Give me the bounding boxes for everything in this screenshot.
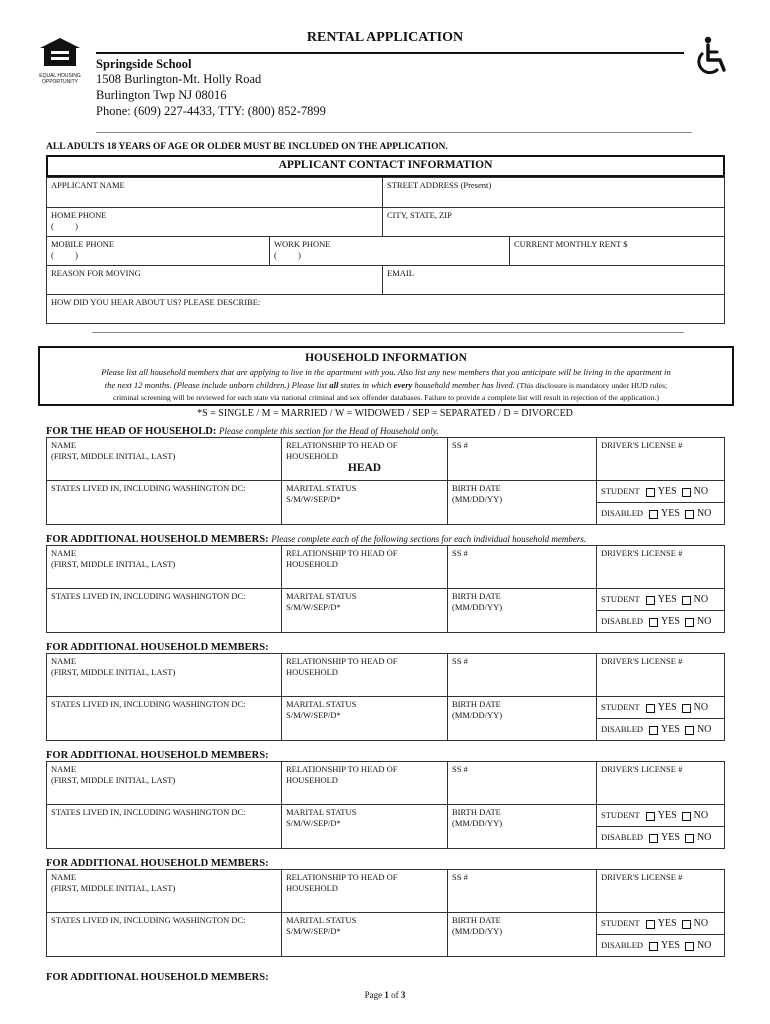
birth-date-field[interactable] <box>447 480 596 524</box>
disabled-no-label: NO <box>696 940 712 951</box>
relationship-field[interactable] <box>281 438 447 480</box>
work-phone-label: WORK PHONE <box>274 239 331 249</box>
disabled-label: DISABLED <box>601 940 644 950</box>
email-label: EMAIL <box>387 268 414 278</box>
drivers-license-field[interactable] <box>596 438 724 480</box>
relationship-field[interactable] <box>281 654 447 696</box>
marital-sub-label: S/M/W/SEP/D* <box>286 926 341 936</box>
ss-label: SS # <box>452 548 468 558</box>
states-label: STATES LIVED IN, INCLUDING WASHINGTON DC: <box>51 699 246 709</box>
disabled-no-checkbox[interactable] <box>685 510 694 519</box>
student-yes-label: YES <box>657 486 677 497</box>
mobile-phone-paren: ( ) <box>51 250 78 260</box>
how-hear-field[interactable] <box>47 294 724 323</box>
marital-label: MARITAL STATUS <box>286 915 357 925</box>
disabled-yes-label: YES <box>661 940 680 951</box>
birth-date-field[interactable] <box>447 588 596 632</box>
reason-moving-label: REASON FOR MOVING <box>51 268 141 278</box>
page-total: 3 <box>400 990 406 1000</box>
marital-sub-label: S/M/W/SEP/D* <box>286 710 341 720</box>
para2d: every <box>393 379 413 390</box>
name-label: NAME <box>51 764 77 774</box>
student-row <box>596 804 724 826</box>
household-para3: criminal screening will be reviewed for each state via national criminal and sex offender databases. Failure to provide a complete list will result in rejection of the application.) <box>112 393 660 402</box>
student-label: STUDENT <box>601 702 640 712</box>
section-title <box>46 534 586 545</box>
section-title-text: FOR ADDITIONAL HOUSEHOLD MEMBERS: <box>46 534 269 545</box>
contact-title: APPLICANT CONTACT INFORMATION <box>278 159 493 171</box>
states-field[interactable] <box>47 804 281 848</box>
ss-field[interactable] <box>447 546 596 588</box>
student-label: STUDENT <box>601 594 640 604</box>
ss-label: SS # <box>452 656 468 666</box>
relationship-sub-label: HOUSEHOLD <box>286 667 338 677</box>
name-sub-label: (FIRST, MIDDLE INITIAL, LAST) <box>51 451 176 461</box>
disabled-yes-checkbox[interactable] <box>649 942 658 951</box>
marital-field[interactable] <box>281 588 447 632</box>
member-name-field[interactable] <box>47 546 281 588</box>
states-field[interactable] <box>47 588 281 632</box>
relationship-sub-label: HOUSEHOLD <box>286 451 338 461</box>
name-sub-label: (FIRST, MIDDLE INITIAL, LAST) <box>51 883 176 893</box>
states-label: STATES LIVED IN, INCLUDING WASHINGTON DC: <box>51 915 246 925</box>
member-name-field[interactable] <box>47 762 281 804</box>
mobile-phone-label: MOBILE PHONE <box>51 239 115 249</box>
relationship-label: RELATIONSHIP TO HEAD OF <box>286 548 398 558</box>
student-yes-label: YES <box>657 918 677 929</box>
name-sub-label: (FIRST, MIDDLE INITIAL, LAST) <box>51 775 176 785</box>
birth-label: BIRTH DATE <box>452 483 501 493</box>
drivers-license-label: DRIVER'S LICENSE # <box>601 764 683 774</box>
ss-label: SS # <box>452 764 468 774</box>
section-title-text: FOR THE HEAD OF HOUSEHOLD: <box>46 426 217 437</box>
student-no-checkbox[interactable] <box>682 596 691 605</box>
marital-sub-label: S/M/W/SEP/D* <box>286 494 341 504</box>
drivers-license-label: DRIVER'S LICENSE # <box>601 548 683 558</box>
section-title <box>46 426 438 437</box>
para2f: (This disclosure is mandatory under HUD rules; <box>516 380 668 390</box>
relationship-label: RELATIONSHIP TO HEAD OF <box>286 656 398 666</box>
disabled-no-checkbox[interactable] <box>685 726 694 735</box>
street-address-field[interactable] <box>382 178 724 207</box>
org-address2: Burlington Twp NJ 08016 <box>96 88 227 102</box>
org-address1: 1508 Burlington-Mt. Holly Road <box>96 72 262 86</box>
household-para2 <box>44 379 728 393</box>
ss-field[interactable] <box>447 438 596 480</box>
birth-sub-label: (MM/DD/YY) <box>452 494 503 504</box>
head-label: HEAD <box>347 462 382 474</box>
student-no-label: NO <box>693 810 709 821</box>
ss-field[interactable] <box>447 654 596 696</box>
disabled-row <box>596 502 724 524</box>
applicant-name-field[interactable] <box>47 178 382 207</box>
disabled-row <box>596 718 724 740</box>
city-state-zip-field[interactable] <box>382 207 724 236</box>
student-row <box>596 912 724 934</box>
student-yes-checkbox[interactable] <box>646 812 655 821</box>
member-form <box>46 437 725 525</box>
page-prefix: Page <box>364 990 385 1000</box>
birth-sub-label: (MM/DD/YY) <box>452 602 503 612</box>
section-title-text: FOR ADDITIONAL HOUSEHOLD MEMBERS: <box>46 642 269 653</box>
disabled-no-label: NO <box>696 508 712 519</box>
disabled-label: DISABLED <box>601 508 644 518</box>
name-sub-label: (FIRST, MIDDLE INITIAL, LAST) <box>51 667 176 677</box>
member-name-field[interactable] <box>47 870 281 912</box>
name-label: NAME <box>51 440 77 450</box>
section-title <box>46 750 269 761</box>
drivers-license-field[interactable] <box>596 546 724 588</box>
contact-rule <box>92 332 684 333</box>
student-no-label: NO <box>693 702 709 713</box>
student-no-checkbox[interactable] <box>682 812 691 821</box>
section-note: Please complete this section for the Head of Household only. <box>218 426 439 436</box>
birth-date-field[interactable] <box>447 804 596 848</box>
relationship-sub-label: HOUSEHOLD <box>286 559 338 569</box>
student-yes-label: YES <box>657 594 677 605</box>
reason-moving-field[interactable] <box>47 265 382 294</box>
student-no-checkbox[interactable] <box>682 488 691 497</box>
student-row <box>596 588 724 610</box>
section-note: Please complete each of the following sections for each individual household members. <box>271 534 587 544</box>
home-phone-field[interactable] <box>47 207 382 236</box>
member-form <box>46 545 725 633</box>
disabled-row <box>596 826 724 848</box>
states-field[interactable] <box>47 480 281 524</box>
drivers-license-field[interactable] <box>596 654 724 696</box>
para2b: all <box>329 379 339 390</box>
relationship-label: RELATIONSHIP TO HEAD OF <box>286 440 398 450</box>
disabled-row <box>596 934 724 956</box>
marital-field[interactable] <box>281 912 447 956</box>
marital-label: MARITAL STATUS <box>286 699 357 709</box>
states-field[interactable] <box>47 696 281 740</box>
student-row <box>596 480 724 502</box>
title-rule <box>96 52 684 54</box>
city-state-zip-label: CITY, STATE, ZIP <box>387 210 452 220</box>
member-name-field[interactable] <box>47 654 281 696</box>
wheelchair-icon <box>694 36 730 80</box>
marital-label: MARITAL STATUS <box>286 483 357 493</box>
marital-sub-label: S/M/W/SEP/D* <box>286 602 341 612</box>
para2e: household member has lived. <box>412 379 517 390</box>
ss-field[interactable] <box>447 762 596 804</box>
disabled-no-label: NO <box>696 616 712 627</box>
household-para1: Please list all household members that are applying to live in the apartment with you. Also list any new members that you anticipate will be living in the apartment in <box>101 367 671 377</box>
equal-housing-logo <box>36 36 84 85</box>
student-yes-checkbox[interactable] <box>646 596 655 605</box>
relationship-field[interactable] <box>281 546 447 588</box>
adults-notice: ALL ADULTS 18 YEARS OF AGE OR OLDER MUST BE INCLUDED ON THE APPLICATION. <box>46 142 448 152</box>
student-label: STUDENT <box>601 486 640 496</box>
disabled-yes-label: YES <box>661 508 680 519</box>
relationship-field[interactable] <box>281 870 447 912</box>
para2a: the next 12 months. (Please include unborn children.) Please list <box>104 379 330 390</box>
disabled-no-checkbox[interactable] <box>685 618 694 627</box>
disabled-no-checkbox[interactable] <box>685 834 694 843</box>
page-of: of <box>388 990 401 1000</box>
household-box <box>38 346 734 406</box>
para2c: states in which <box>338 379 394 390</box>
member-form <box>46 869 725 957</box>
student-yes-checkbox[interactable] <box>646 488 655 497</box>
household-title: HOUSEHOLD INFORMATION <box>305 352 467 364</box>
final-section-title: FOR ADDITIONAL HOUSEHOLD MEMBERS: <box>46 972 269 983</box>
work-phone-field[interactable] <box>269 236 509 265</box>
disabled-no-checkbox[interactable] <box>685 942 694 951</box>
disabled-label: DISABLED <box>601 832 644 842</box>
birth-sub-label: (MM/DD/YY) <box>452 818 503 828</box>
relationship-sub-label: HOUSEHOLD <box>286 775 338 785</box>
home-phone-label: HOME PHONE <box>51 210 107 220</box>
disabled-yes-checkbox[interactable] <box>649 510 658 519</box>
states-label: STATES LIVED IN, INCLUDING WASHINGTON DC: <box>51 483 246 493</box>
student-row <box>596 696 724 718</box>
relationship-label: RELATIONSHIP TO HEAD OF <box>286 872 398 882</box>
email-field[interactable] <box>382 265 724 294</box>
marital-sub-label: S/M/W/SEP/D* <box>286 818 341 828</box>
page-title: RENTAL APPLICATION <box>306 30 464 45</box>
marital-field[interactable] <box>281 480 447 524</box>
name-label: NAME <box>51 548 77 558</box>
relationship-label: RELATIONSHIP TO HEAD OF <box>286 764 398 774</box>
student-no-label: NO <box>693 594 709 605</box>
disabled-yes-label: YES <box>661 832 680 843</box>
student-yes-checkbox[interactable] <box>646 704 655 713</box>
marital-legend: *S = SINGLE / M = MARRIED / W = WIDOWED / SEP = SEPARATED / D = DIVORCED <box>197 408 573 419</box>
home-phone-paren: ( ) <box>51 221 78 231</box>
disabled-yes-checkbox[interactable] <box>649 834 658 843</box>
section-title <box>46 642 269 653</box>
drivers-license-label: DRIVER'S LICENSE # <box>601 656 683 666</box>
member-form <box>46 653 725 741</box>
states-label: STATES LIVED IN, INCLUDING WASHINGTON DC: <box>51 591 246 601</box>
student-no-label: NO <box>693 486 709 497</box>
birth-label: BIRTH DATE <box>452 807 501 817</box>
drivers-license-label: DRIVER'S LICENSE # <box>601 440 683 450</box>
disabled-no-label: NO <box>696 832 712 843</box>
member-name-field[interactable] <box>47 438 281 480</box>
disabled-yes-checkbox[interactable] <box>649 726 658 735</box>
student-no-label: NO <box>693 918 709 929</box>
ss-label: SS # <box>452 872 468 882</box>
mobile-phone-field[interactable] <box>47 236 269 265</box>
work-phone-paren: ( ) <box>274 250 301 260</box>
birth-label: BIRTH DATE <box>452 915 501 925</box>
marital-label: MARITAL STATUS <box>286 591 357 601</box>
name-label: NAME <box>51 656 77 666</box>
street-address-label: STREET ADDRESS (Present) <box>387 180 492 190</box>
current-rent-field[interactable] <box>509 236 724 265</box>
birth-label: BIRTH DATE <box>452 591 501 601</box>
ss-label: SS # <box>452 440 468 450</box>
student-yes-checkbox[interactable] <box>646 920 655 929</box>
name-sub-label: (FIRST, MIDDLE INITIAL, LAST) <box>51 559 176 569</box>
section-title <box>46 858 269 869</box>
disabled-yes-checkbox[interactable] <box>649 618 658 627</box>
marital-label: MARITAL STATUS <box>286 807 357 817</box>
drivers-license-field[interactable] <box>596 762 724 804</box>
contact-form <box>46 177 725 324</box>
student-label: STUDENT <box>601 918 640 928</box>
student-yes-label: YES <box>657 702 677 713</box>
org-name: Springside School <box>96 57 192 71</box>
marital-field[interactable] <box>281 804 447 848</box>
org-phone: Phone: (609) 227-4433, TTY: (800) 852-7899 <box>96 104 326 118</box>
disabled-label: DISABLED <box>601 724 644 734</box>
disabled-yes-label: YES <box>661 724 680 735</box>
household-para <box>44 366 728 405</box>
drivers-license-label: DRIVER'S LICENSE # <box>601 872 683 882</box>
applicant-name-label: APPLICANT NAME <box>51 180 125 190</box>
marital-field[interactable] <box>281 696 447 740</box>
section-title-text: FOR ADDITIONAL HOUSEHOLD MEMBERS: <box>46 858 269 869</box>
how-hear-label: HOW DID YOU HEAR ABOUT US? PLEASE DESCRIBE: <box>51 297 261 307</box>
ss-field[interactable] <box>447 870 596 912</box>
page-footer <box>0 990 770 1000</box>
birth-sub-label: (MM/DD/YY) <box>452 926 503 936</box>
states-field[interactable] <box>47 912 281 956</box>
disabled-no-label: NO <box>696 724 712 735</box>
name-label: NAME <box>51 872 77 882</box>
student-no-checkbox[interactable] <box>682 704 691 713</box>
states-label: STATES LIVED IN, INCLUDING WASHINGTON DC: <box>51 807 246 817</box>
member-form <box>46 761 725 849</box>
birth-label: BIRTH DATE <box>452 699 501 709</box>
header-rule <box>96 132 692 133</box>
equal-housing-text: EQUAL HOUSING OPPORTUNITY <box>39 73 81 85</box>
disabled-label: DISABLED <box>601 616 644 626</box>
student-no-checkbox[interactable] <box>682 920 691 929</box>
relationship-field[interactable] <box>281 762 447 804</box>
relationship-sub-label: HOUSEHOLD <box>286 883 338 893</box>
birth-sub-label: (MM/DD/YY) <box>452 710 503 720</box>
page-number: 1 <box>384 990 389 1000</box>
drivers-license-field[interactable] <box>596 870 724 912</box>
disabled-row <box>596 610 724 632</box>
student-label: STUDENT <box>601 810 640 820</box>
birth-date-field[interactable] <box>447 696 596 740</box>
disabled-yes-label: YES <box>661 616 680 627</box>
student-yes-label: YES <box>657 810 677 821</box>
birth-date-field[interactable] <box>447 912 596 956</box>
current-rent-label: CURRENT MONTHLY RENT $ <box>514 239 628 249</box>
section-title-text: FOR ADDITIONAL HOUSEHOLD MEMBERS: <box>46 750 269 761</box>
